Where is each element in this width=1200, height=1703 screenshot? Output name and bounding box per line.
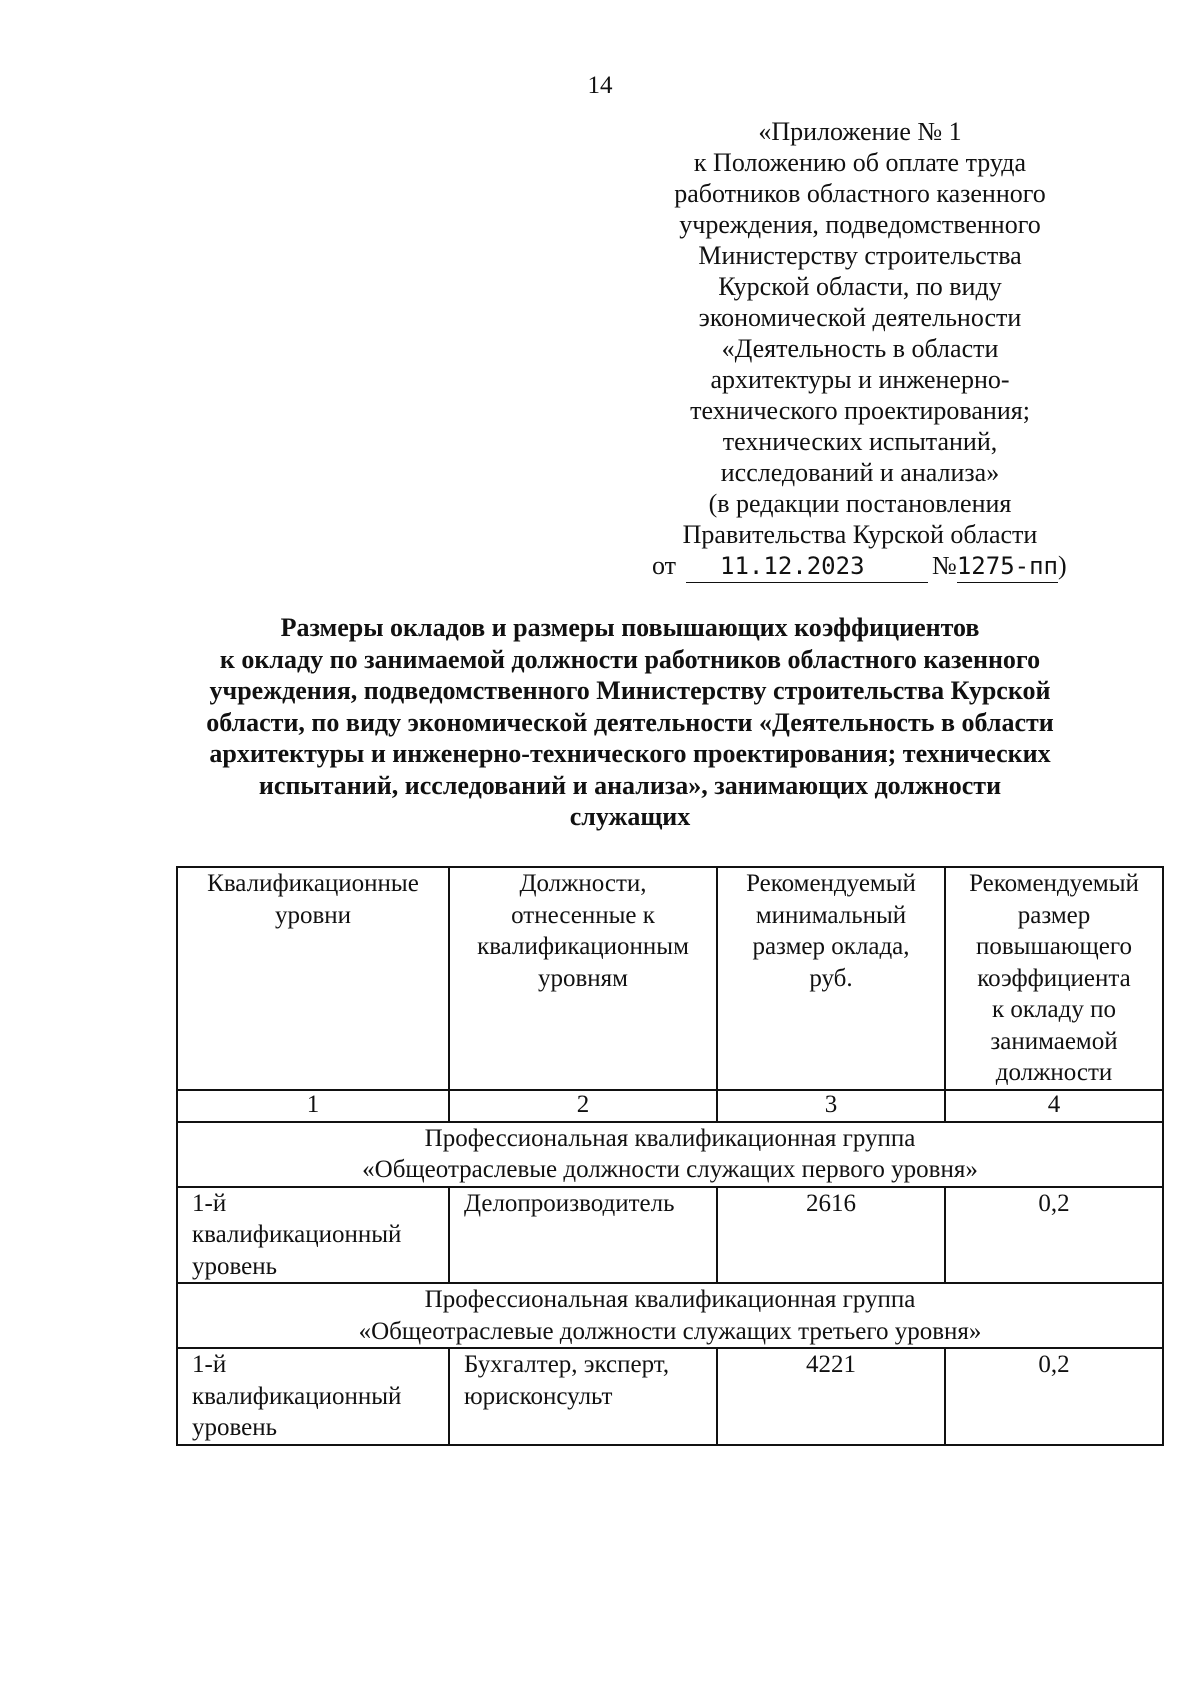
title-line: служащих (569, 802, 691, 831)
column-number-row (177, 1090, 1163, 1122)
column-number: 1 (177, 1090, 449, 1122)
header-positions: Должности, отнесенные к квалификационным уровням (449, 867, 717, 1090)
number-prefix: № (932, 551, 957, 580)
salary-table (176, 866, 1164, 1446)
appendix-line: Министерству строительства (698, 241, 1022, 270)
number-value: 1275-пп (956, 552, 1058, 580)
salary-cell: 4221 (717, 1348, 945, 1445)
group-title: Профессиональная квалификационная группа «Общеотраслевые должности служащих первого уровня» (177, 1122, 1163, 1187)
title-line: области, по виду экономической деятельности «Деятельность в области (206, 707, 1054, 737)
date-field (686, 550, 928, 583)
coefficient-cell: 0,2 (945, 1348, 1163, 1445)
column-number: 3 (717, 1090, 945, 1122)
appendix-line: архитектуры и инженерно- (710, 365, 1010, 394)
closing-parenthesis: ) (1058, 551, 1067, 580)
title-line: испытаний, исследований и анализа», занимающих должности (258, 770, 1002, 800)
appendix-line: «Деятельность в области (721, 334, 999, 363)
appendix-line: технического проектирования; (690, 396, 1030, 425)
appendix-line: учреждения, подведомственного (679, 210, 1041, 239)
coefficient-cell: 0,2 (945, 1187, 1163, 1284)
date-value: 11.12.2023 (720, 552, 865, 580)
table-row (177, 1348, 1163, 1445)
group-title: Профессиональная квалификационная группа «Общеотраслевые должности служащих третьего уровня» (177, 1283, 1163, 1348)
appendix-line: технических испытаний, (722, 427, 998, 456)
number-field (957, 550, 1058, 583)
appendix-block (640, 116, 1080, 583)
header-qualification-levels: Квалификационные уровни (177, 867, 449, 1090)
table-row (177, 1187, 1163, 1284)
qualification-level-cell: 1-й квалификационный уровень (177, 1348, 449, 1445)
appendix-line: (в редакции постановления (708, 489, 1012, 518)
resolution-date-line (640, 550, 1080, 583)
appendix-line: экономической деятельности (698, 303, 1022, 332)
qualification-level-cell: 1-й квалификационный уровень (177, 1187, 449, 1284)
date-prefix: от (652, 551, 677, 580)
document-title (170, 612, 1090, 833)
title-line: архитектуры и инженерно-технического проектирования; технических (209, 739, 1051, 768)
appendix-line: к Положению об оплате труда (693, 148, 1027, 177)
column-number: 2 (449, 1090, 717, 1122)
title-line: учреждения, подведомственного Министерству строительства Курской (209, 676, 1051, 705)
table-header-row (177, 867, 1163, 1090)
appendix-line: Правительства Курской области (682, 520, 1038, 549)
appendix-line: «Приложение № 1 (758, 117, 962, 146)
column-number: 4 (945, 1090, 1163, 1122)
page-number: 14 (587, 72, 613, 99)
appendix-line: Курской области, по виду (718, 272, 1002, 301)
header-min-salary: Рекомендуемый минимальный размер оклада, руб. (717, 867, 945, 1090)
salary-cell: 2616 (717, 1187, 945, 1284)
title-line: к окладу по занимаемой должности работников областного казенного (219, 644, 1041, 674)
header-coefficient: Рекомендуемый размер повышающего коэффициента к окладу по занимаемой должности (945, 867, 1163, 1090)
group-header-row (177, 1122, 1163, 1187)
appendix-line: работников областного казенного (674, 179, 1046, 208)
positions-cell: Бухгалтер, эксперт, юрисконсульт (449, 1348, 717, 1445)
appendix-line: исследований и анализа» (720, 458, 1000, 487)
positions-cell: Делопроизводитель (449, 1187, 717, 1284)
group-header-row (177, 1283, 1163, 1348)
title-line: Размеры окладов и размеры повышающих коэффициентов (280, 613, 980, 642)
